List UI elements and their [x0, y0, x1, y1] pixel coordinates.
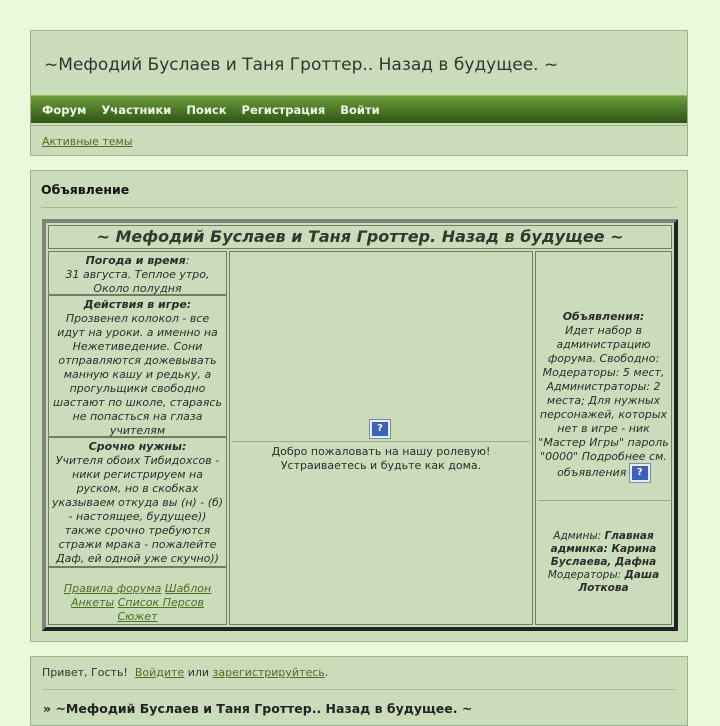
weather-box: Погода и время: 31 августа. Теплое утро, Около полудня [48, 251, 227, 295]
greeting-text: Привет, Гость! [42, 666, 128, 679]
welcome-text: Добро пожаловать на нашу ролевую! Устраиваетесь и будьте как дома. [271, 445, 491, 472]
info-column [48, 251, 227, 625]
breadcrumb [43, 701, 472, 716]
plot-link[interactable]: Сюжет [117, 610, 158, 623]
notice-text: Идет набор в администрацию форума. Свободно: Модераторы: 5 мест, Администраторы: 2 места; Для нужных персонажей, которых нет в игре - ник "Мастер Игры" пароль "0000" Подробнее см. объявления [538, 324, 669, 479]
weather-text: 31 августа. Теплое утро, Около полудня [65, 268, 210, 295]
announcement-table [42, 219, 678, 631]
announcement-panel [30, 170, 688, 642]
breadcrumb-arrow: » [43, 701, 52, 716]
admins-label: Админы: [553, 530, 602, 542]
nav-login[interactable]: Войти [340, 102, 380, 117]
mods-label: Модераторы: [547, 569, 622, 581]
announcement-heading: Объявление [41, 182, 130, 197]
active-topics-link[interactable]: Активные темы [42, 135, 133, 148]
divider [42, 689, 676, 690]
or-text: или [187, 666, 210, 679]
nav-forum[interactable]: Форум [42, 102, 87, 117]
breadcrumb-forum[interactable]: ~Мефодий Буслаев и Таня Гроттер.. Назад в будущее. ~ [55, 701, 473, 716]
main-nav [31, 95, 687, 123]
rules-link[interactable]: Правила форума [63, 582, 162, 595]
board-title: ~Мефодий Буслаев и Таня Гроттер.. Назад в будущее. ~ [44, 55, 559, 75]
nav-register[interactable]: Регистрация [241, 102, 326, 117]
help-icon[interactable]: ? [630, 464, 650, 482]
notice-column [535, 251, 672, 625]
welcome-column [229, 251, 533, 625]
notice-box [538, 310, 669, 482]
nav-search[interactable]: Поиск [186, 102, 227, 117]
divider [537, 500, 670, 501]
help-icon[interactable]: ? [370, 420, 390, 438]
login-link[interactable]: Войдите [134, 666, 185, 679]
divider [232, 441, 530, 442]
template-link[interactable]: Шаблон Анкеты [71, 582, 212, 609]
register-link[interactable]: зарегистрируйтесь [212, 666, 325, 679]
admins-names: Главная админка: Карина Буслаева, Дафна [550, 530, 657, 568]
mods-names: Даша Лоткова [578, 569, 660, 594]
notice-label: Объявления: [562, 310, 645, 323]
game-actions-box [48, 295, 227, 437]
urgent-label: Срочно нужны: [88, 440, 187, 453]
urgent-text: Учителя обоих Тибидохсов - ники регистрируем на руском, но в скобках указываем откуда вы (н) - (б) - настоящее, будущее)) также срочно требуются стражи мрака - пожалейте Даф, ей одной уже скучно)) [51, 454, 224, 565]
announcement-title: ~ Мефодий Буслаев и Таня Гроттер. Назад в будущее ~ [48, 225, 672, 249]
nav-members[interactable]: Участники [101, 102, 172, 117]
welcome-panel [30, 656, 688, 726]
period: . [324, 666, 329, 679]
actions-text: Прозвенел колокол - все идут на уроки. а именно на Нежетиведение. Сони отправляются дожевывать манную кашу и редьку, а прогульщики свободно шастают по школе, стараясь не попасться на глаза учителям [53, 312, 222, 437]
quick-links-box [48, 567, 227, 625]
subnav-panel [30, 125, 688, 156]
characters-link[interactable]: Список Персов [117, 596, 204, 609]
staff-box [538, 530, 669, 595]
actions-label: Действия в игре: [83, 298, 192, 311]
urgent-needs-box [48, 437, 227, 567]
weather-label: Погода и время [85, 254, 186, 267]
guest-greeting [42, 666, 328, 679]
divider [41, 207, 677, 208]
